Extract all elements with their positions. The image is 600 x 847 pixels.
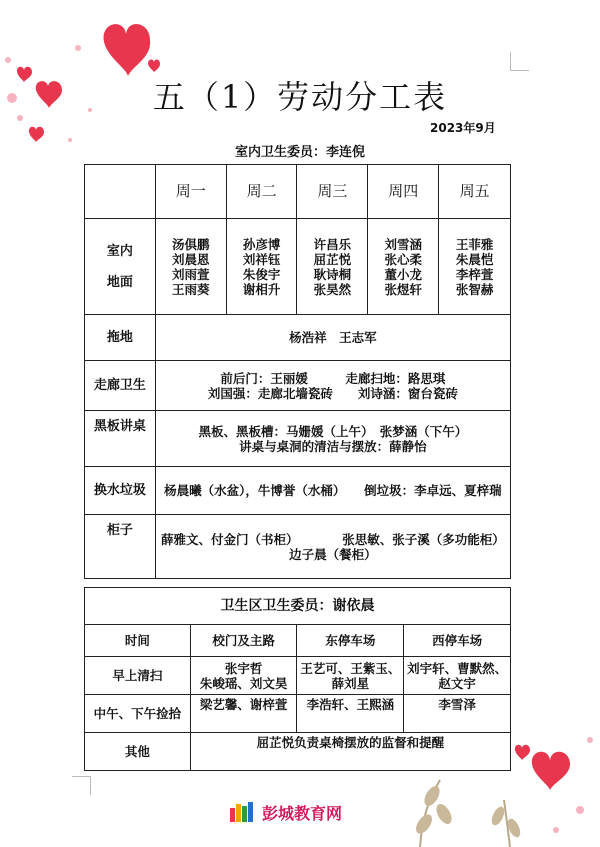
corridor-line-1: 前后门：王丽媛 走廊扫地：路思琪 (220, 370, 446, 386)
name: 屈芷悦 (313, 251, 352, 267)
name: 耿诗桐 (313, 266, 352, 282)
name: 刘雨萱 (171, 266, 210, 282)
site-logo (228, 800, 342, 824)
floor-names-fri (439, 219, 511, 315)
name: 李梓萱 (455, 266, 494, 282)
crop-mark-bottom-left (72, 776, 91, 795)
indoor-duty-table (84, 164, 511, 579)
name: 刘晨恩 (171, 251, 210, 267)
floor-names-wed (297, 219, 368, 315)
day-header: 周二 (226, 165, 297, 219)
noon-east: 李浩轩、王熙涵 (297, 695, 404, 733)
floor-names-thu (368, 219, 439, 315)
row-label-cabinet: 柜子 (85, 515, 156, 579)
name: 王雨葵 (171, 281, 210, 297)
floor-label-1: 室内 (106, 243, 133, 259)
morning-gate (190, 657, 297, 695)
name-line: 刘宇轩、曹默然、 (407, 660, 508, 676)
books-icon (228, 800, 256, 824)
name: 张心柔 (384, 251, 422, 267)
name: 张昊然 (313, 281, 352, 297)
name-line: 张宇哲 (224, 660, 263, 676)
name: 朱俊宇 (242, 266, 281, 282)
area-header: 校门及主路 (190, 625, 297, 657)
row-label-other: 其他 (85, 733, 191, 771)
noon-gate: 梁艺馨、谢梓萱 (190, 695, 297, 733)
board-duty (155, 411, 510, 467)
name: 张智赫 (455, 281, 494, 297)
name-line: 薛刘星 (331, 675, 370, 691)
row-label-corridor: 走廊卫生 (85, 361, 156, 411)
morning-west (404, 657, 511, 695)
name: 朱晨恺 (455, 251, 494, 267)
area-hygiene-rep: 卫生区卫生委员：谢依晨 (85, 588, 511, 625)
logo-text: 彭城教育网 (262, 803, 343, 823)
day-header: 周一 (155, 165, 226, 219)
row-label-water: 换水垃圾 (85, 467, 156, 515)
day-header: 周五 (439, 165, 511, 219)
name: 刘雪涵 (384, 236, 422, 252)
name: 谢相升 (242, 281, 281, 297)
row-label-morning: 早上清扫 (85, 657, 191, 695)
other-duty: 屈芷悦负责桌椅摆放的监督和提醒 (190, 733, 510, 771)
cabinet-line-1: 薛雅文、付金门（书柜） 张思敏、张子溪（多功能柜） (161, 531, 505, 547)
day-header: 周四 (368, 165, 439, 219)
row-label-mop: 拖地 (85, 315, 156, 361)
name: 刘祥钰 (242, 251, 281, 267)
name: 许昌乐 (313, 236, 352, 252)
name: 张煜轩 (384, 281, 422, 297)
day-header: 周三 (297, 165, 368, 219)
indoor-hygiene-rep: 室内卫生委员：李连倪 (234, 145, 365, 160)
name-line: 朱峻瑶、刘文昊 (199, 675, 288, 691)
water-duty: 杨晨曦（水盆），牛博誉（水桶） 倒垃圾：李卓远、夏梓瑞 (155, 467, 510, 515)
noon-west: 李雪泽 (404, 695, 511, 733)
board-line-2: 讲桌与桌洞的清洁与摆放：薛静怡 (239, 438, 427, 454)
name: 汤俱鹏 (171, 236, 210, 252)
row-label-board: 黑板讲桌 (85, 411, 156, 467)
cabinet-line-2: 边子晨（餐柜） (289, 546, 377, 562)
date-label: 2023年9月 (430, 121, 496, 135)
corner-cell (85, 165, 156, 219)
name-line: 王艺可、王紫玉、 (300, 660, 401, 676)
corridor-duty (155, 361, 510, 411)
mop-names: 杨浩祥 王志军 (155, 315, 510, 361)
page-title: 五（1）劳动分工表 (152, 78, 448, 116)
name: 王菲雅 (455, 236, 494, 252)
area-duty-table (84, 587, 511, 771)
name-line: 赵文宇 (438, 675, 476, 691)
crop-mark-top-right (510, 52, 529, 71)
name: 董小龙 (384, 266, 422, 282)
floor-label-2: 地面 (106, 274, 133, 290)
area-header: 东停车场 (297, 625, 404, 657)
row-label-noon: 中午、下午捡拾 (85, 695, 191, 733)
cabinet-duty (155, 515, 510, 579)
area-header: 时间 (85, 625, 191, 657)
row-label-floor (85, 219, 156, 315)
board-line-1: 黑板、黑板槽：马姗媛（上午） 张梦涵（下午） (198, 423, 468, 439)
area-header: 西停车场 (404, 625, 511, 657)
floor-names-tue (226, 219, 297, 315)
name: 孙彦博 (242, 236, 281, 252)
morning-east (297, 657, 404, 695)
corridor-line-2: 刘国强：走廊北墙瓷砖 刘诗涵：窗台瓷砖 (207, 385, 458, 401)
floor-names-mon (155, 219, 226, 315)
